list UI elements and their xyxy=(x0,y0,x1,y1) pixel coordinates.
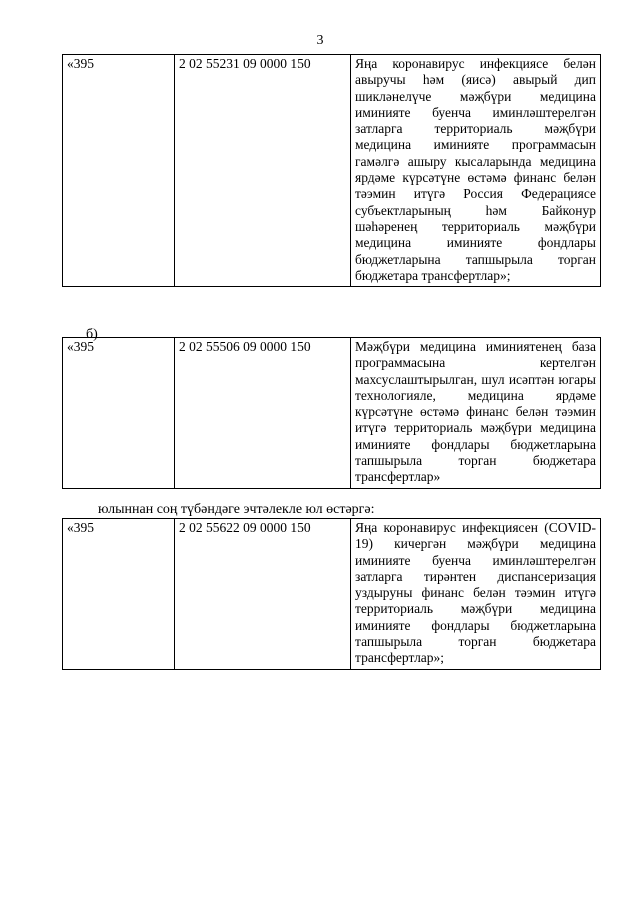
table-row xyxy=(63,519,601,670)
kbk-code-cell: 2 02 55231 09 0000 150 xyxy=(175,55,351,287)
item-marker-b: б) xyxy=(86,327,98,342)
kbk-code-cell: 2 02 55506 09 0000 150 xyxy=(175,338,351,489)
admin-code-cell: «395 xyxy=(63,519,175,670)
budget-table-3 xyxy=(62,518,601,670)
description-cell: Яңа коронавирус инфекциясен (COVID-19) кичергән мәҗбүри медицина иминияте буенча иминләштерелгән затларга тирәнтен диспансеризация уздыруны финанс белән тәэмин итүгә территориаль мәҗбүри медицина иминияте фондлары бюджетларына тапшырыла торган бюджетара трансфертлар»; xyxy=(351,519,601,670)
table-row xyxy=(63,55,601,287)
table-row xyxy=(63,338,601,489)
description-cell: Мәҗбүри медицина иминиятенең база программасына кертелгән махсуслаштырылган, шул исәптән югары технологияле, медицина ярдәме күрсәтүне өстәмә финанс белән тәэмин итүгә территориаль мәҗбүри медицина иминияте фондлары бюджетларына тапшырыла торган бюджетара трансфертлар» xyxy=(351,338,601,489)
instruction-text: юлыннан соң түбәндәге эчтәлекле юл өстәргә: xyxy=(98,502,375,517)
page-number: 3 xyxy=(316,33,324,48)
kbk-code-cell: 2 02 55622 09 0000 150 xyxy=(175,519,351,670)
budget-table-1 xyxy=(62,54,601,287)
budget-table-2 xyxy=(62,337,601,489)
admin-code-cell: «395 xyxy=(63,338,175,489)
admin-code-cell: «395 xyxy=(63,55,175,287)
description-cell: Яңа коронавирус инфекциясе белән авыручы һәм (яисә) авырый дип шикләнелүче мәҗбүри медицина иминияте буенча иминләштерелгән затларга территориаль мәҗбүри медицина иминияте программасын гамәлгә ашыру кысаларында медицина ярдәме күрсәтүне өстәмә финанс белән тәэмин итүгә Россия Федерациясе субъектларының һәм Байконур шәһәренең территориаль мәҗбүри медицина иминияте фондлары бюджетларына тапшырыла торган бюджетара трансфертлар»; xyxy=(351,55,601,287)
